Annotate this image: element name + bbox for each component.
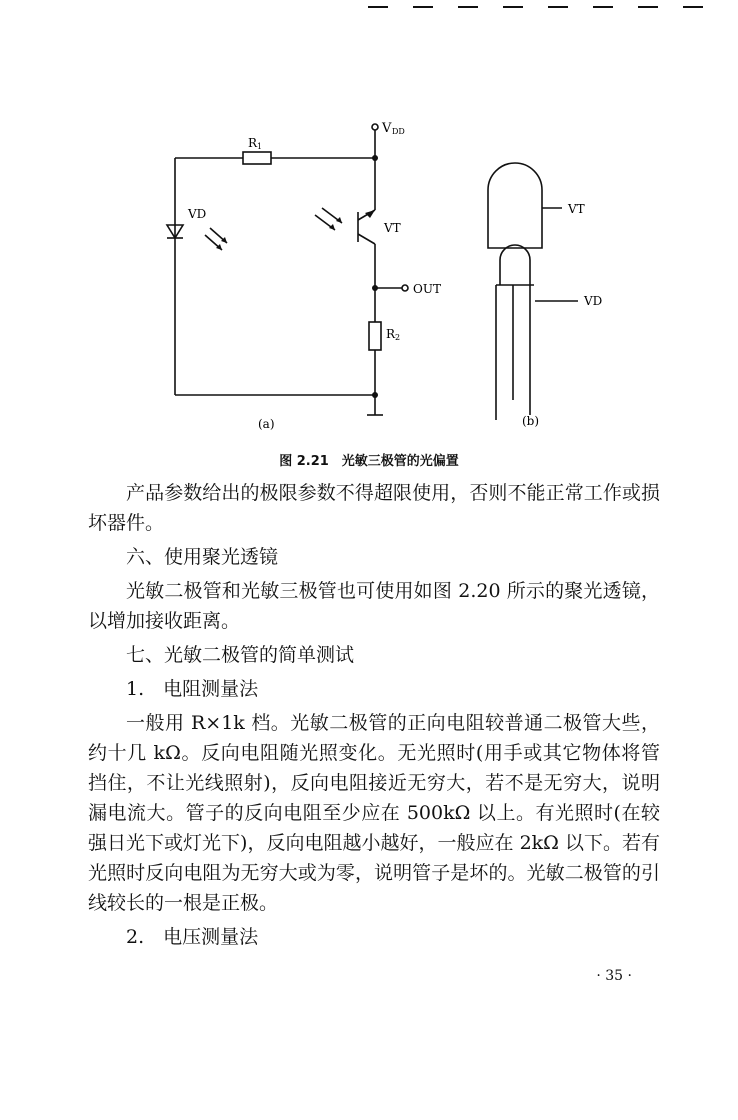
label-r1: R [248,136,258,150]
figure-2-21 [150,110,630,440]
paragraph: 一般用 R×1k 档。光敏二极管的正向电阻较普通二极管大些，约十几 kΩ。反向电阻随光照变化。无光照时(用手或其它物体将管挡住，不让光线照射)，反向电阻接近无穷大，若不是无穷大，说明漏电流大。管子的反向电阻至少应在 500kΩ 以上。有光照时(在较强日光下或灯光下)，反向电阻越小越好，一般应在 2kΩ 以下。若有光照时反向电阻为无穷大或为零，说明管子是坏的。光敏二极管的引线较长的一根是正极。 [88,712,660,914]
header-rule [338,0,738,14]
label-b: (b) [522,414,540,428]
label-out: OUT [413,282,441,296]
label-r1-subscript: 1 [257,142,263,151]
label-vdd-subscript: DD [392,127,405,136]
section-heading: 七、光敏二极管的简单测试 [126,644,355,666]
section-heading: 六、使用聚光透镜 [126,546,279,568]
body-text [88,478,660,956]
label-b-vd: VD [584,294,603,308]
figure-caption: 图 2.21 光敏三极管的光偏置 [279,454,459,469]
label-a: (a) [258,417,275,431]
paragraph: 产品参数给出的极限参数不得超限使用，否则不能正常工作或损坏器件。 [88,482,660,534]
circuit-diagram-a [167,124,408,415]
paragraph: 光敏二极管和光敏三极管也可使用如图 2.20 所示的聚光透镜，以增加接收距离。 [88,580,660,632]
page-number: · 35 · [596,968,632,984]
label-vdd: V [382,121,392,136]
device-drawing-b [488,163,578,420]
label-vd: VD [188,207,207,221]
label-vt: VT [384,221,401,235]
label-r2: R [386,327,396,341]
subsection-heading: 2. 电压测量法 [126,926,259,948]
subsection-heading: 1. 电阻测量法 [126,678,259,700]
label-b-vt: VT [568,202,585,216]
label-r2-subscript: 2 [395,333,401,342]
